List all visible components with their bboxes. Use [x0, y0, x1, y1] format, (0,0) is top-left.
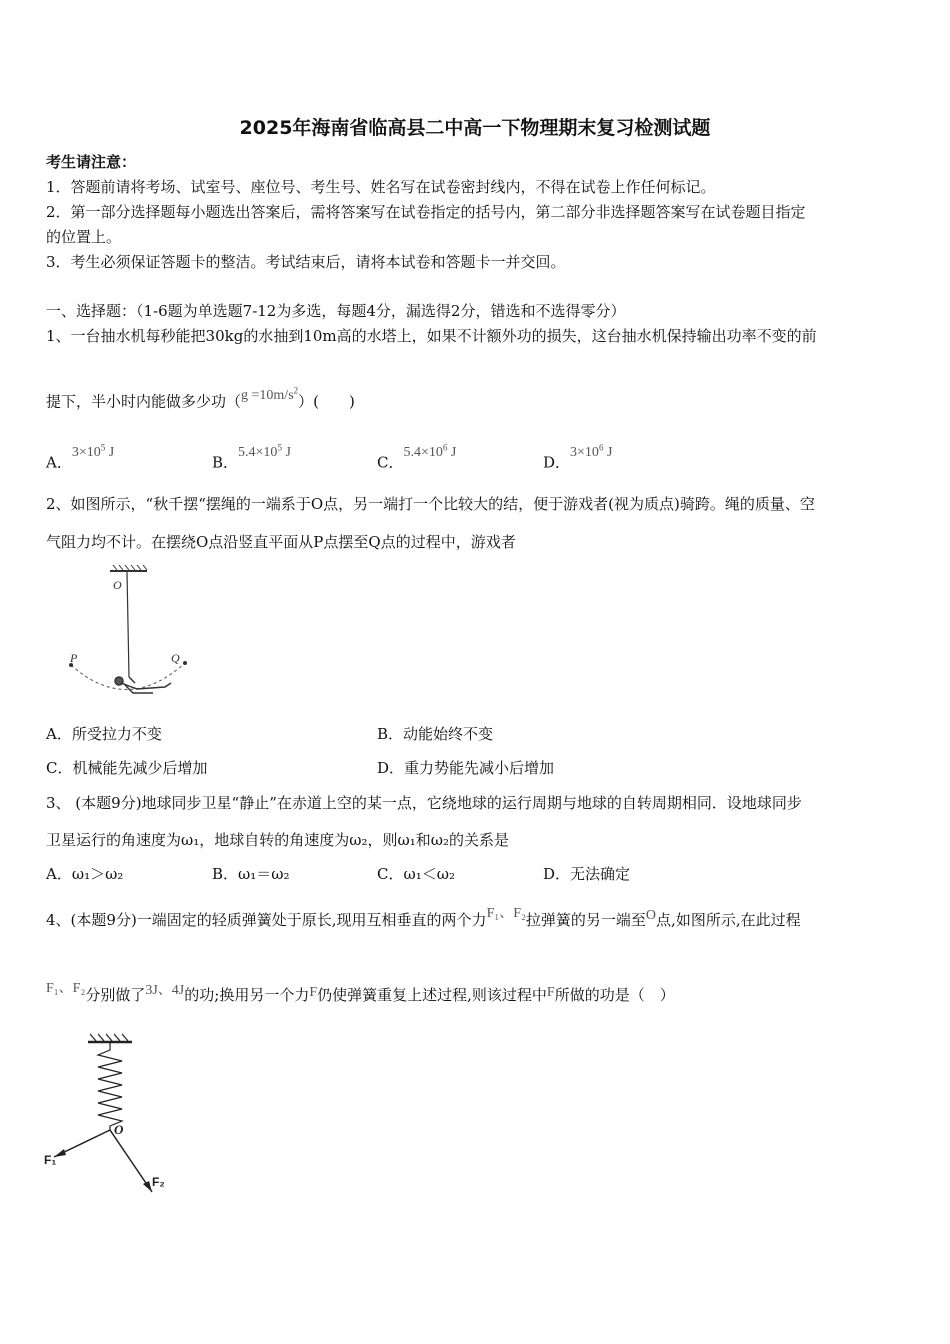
q3-option-d[interactable]: D．无法确定 [543, 865, 631, 883]
q3-stem-line2: 卫星运行的角速度为ω₁，地球自转的角速度为ω₂，则ω₁和ω₂的关系是 [46, 831, 509, 849]
q1-option-a[interactable]: A．$3\times 10^5$ J [46, 442, 115, 472]
q4-stem-line1: 4、(本题9分)一端固定的轻质弹簧处于原长,现用互相垂直的两个力F₁、F₂拉弹簧的另一端至O点,如图所示,在此过程 [46, 906, 801, 929]
notice-item-3: 3．考生必须保证答题卡的整洁。考试结束后，请将本试卷和答题卡一并交回。 [46, 253, 566, 271]
swing-label-p: P [70, 651, 78, 665]
q3-stem-line1: 3、 (本题9分)地球同步卫星“静止”在赤道上空的某一点，它绕地球的运行周期与地球的自转周期相同．设地球同步 [46, 794, 802, 812]
notice-item-2: 2．第一部分选择题每小题选出答案后，需将答案写在试卷指定的括号内，第二部分非选择题答案写在试卷题目指定 [46, 203, 806, 221]
spring-label-f1: F₁ [44, 1153, 57, 1167]
swing-rope [127, 572, 129, 677]
swing-label-o: O [113, 578, 122, 592]
notice-heading: 考生请注意： [46, 153, 137, 171]
swing-player-figure [115, 677, 171, 693]
spring-support-hatch [90, 1034, 128, 1041]
q2-stem-line2: 气阻力均不计。在摆绕O点沿竖直平面从P点摆至Q点的过程中，游戏者 [46, 533, 516, 551]
q4-stem-line2: F₁、F₂分别做了3J、4J的功;换用另一个力F仍使弹簧重复上述过程,则该过程中F所做的功是（ ） [46, 981, 675, 1004]
notice-item-2-cont: 的位置上。 [46, 228, 122, 246]
swing-ceiling-hatch [113, 565, 147, 570]
q3-option-b[interactable]: B．ω₁＝ω₂ [212, 865, 290, 883]
q1-option-d[interactable]: D．$3\times 10^6$ J [543, 442, 613, 472]
q2-option-b[interactable]: B．动能始终不变 [377, 725, 494, 743]
q1-stem-line2 [46, 385, 355, 414]
spring-label-f2: F₂ [152, 1175, 165, 1189]
q1-stem-line1: 1、一台抽水机每秒能把30kg的水抽到10m高的水塔上，如果不计额外功的损失，这台抽水机保持输出功率不变的前 [46, 327, 817, 345]
spring-coil [98, 1043, 122, 1130]
spring-label-o: O [114, 1122, 124, 1137]
notice-item-1: 1．答题前请将考场、试室号、座位号、考生号、姓名写在试卷密封线内，不得在试卷上作任何标记。 [46, 178, 716, 196]
q2-stem-line1: 2、如图所示，“秋千摆“摆绳的一端系于O点，另一端打一个比较大的结，便于游戏者(视为质点)骑跨。绳的质量、空 [46, 495, 815, 513]
q2-option-a[interactable]: A．所受拉力不变 [46, 725, 162, 743]
q1-option-c[interactable]: C．$5.4\times 10^6$ J [377, 442, 457, 472]
spring-figure [40, 1030, 190, 1205]
q1-option-b[interactable]: B．$5.4\times 10^5$ J [212, 442, 291, 472]
q1-stem-text: 提下，半小时内能做多少功（ [46, 392, 242, 411]
q3-option-a[interactable]: A．ω₁＞ω₂ [46, 865, 124, 883]
q2-option-d[interactable]: D．重力势能先减小后增加 [377, 759, 555, 777]
force-f2-arrowhead [143, 1181, 152, 1192]
q2-option-c[interactable]: C．机械能先减少后增加 [46, 759, 208, 777]
swing-point-q [183, 661, 187, 665]
section-heading: 一、选择题：（1-6题为单选题7-12为多选，每题4分，漏选得2分，错选和不选得零分） [46, 302, 626, 320]
q1-stem-bracket: ）( ) [298, 392, 355, 411]
swing-figure [55, 565, 205, 700]
q1-gravity-formula: $g =10m/s^2$ [241, 385, 299, 403]
q3-option-c[interactable]: C．ω₁＜ω₂ [377, 865, 455, 883]
page-title: 2025年海南省临高县二中高一下物理期末复习检测试题 [239, 117, 711, 139]
swing-label-q: Q [171, 651, 180, 665]
